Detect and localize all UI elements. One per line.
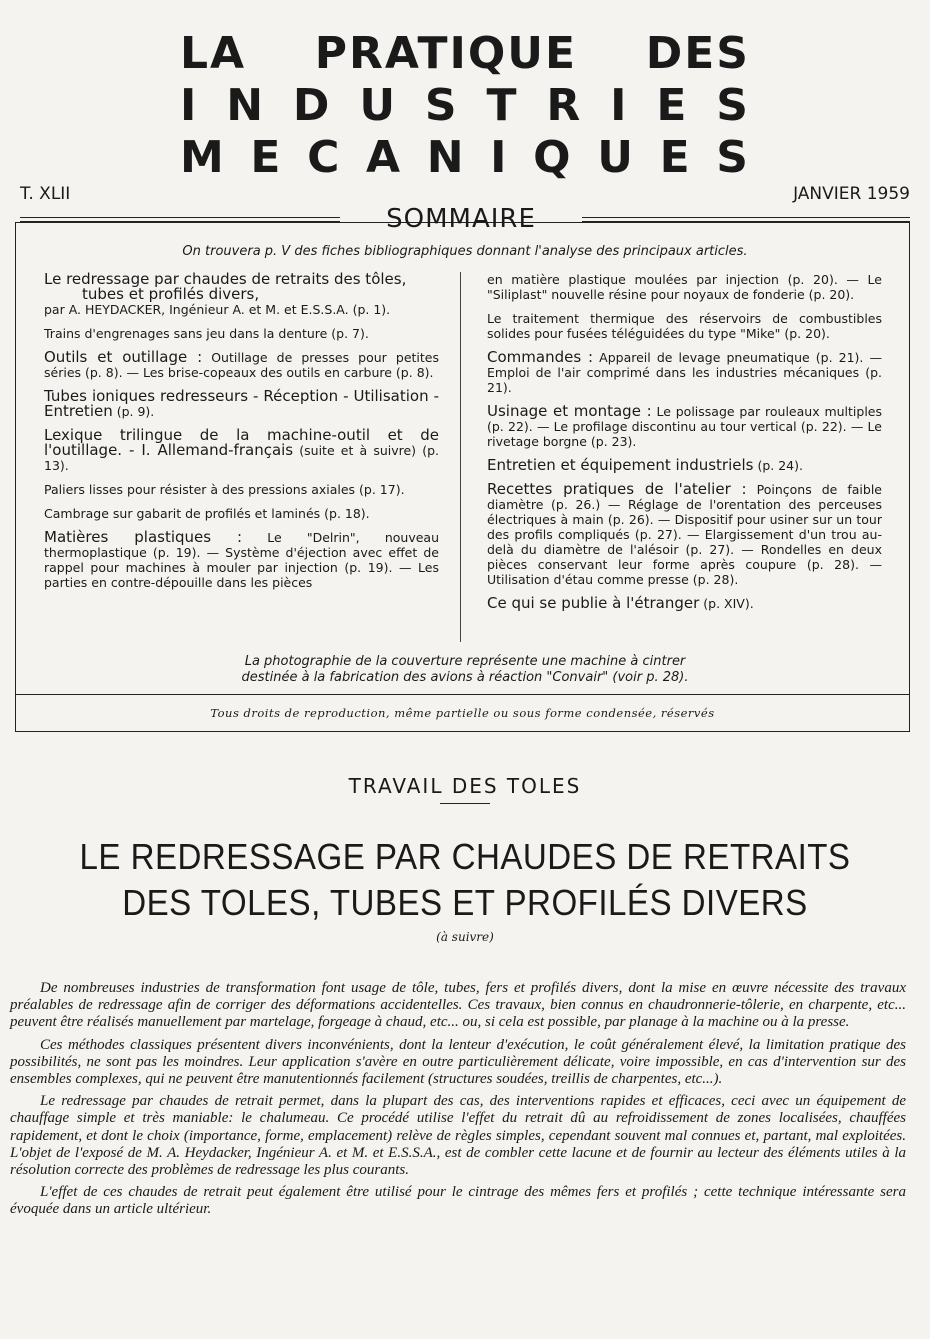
sommaire-rule-left [20,217,340,222]
toc-entry [44,506,439,521]
toc-entry-text: Le polissage par rouleaux multiples (p. 22). — Le profilage discontinu au tour vertical (p. 22). — Le rivetage borgne (p. 23). [487,404,882,449]
paragraph: Le redressage par chaudes de retrait permet, dans la plupart des cas, des interventions rapides et efficaces, ceci avec un équipement de chauffage simple et très maniable: le chalumeau. Ce procédé utilise l'effet du retrait dû au refroidissement de zones localisées, chauffées rapidement, et dont le choix (importance, forme, emplacement) relève de règles simples, cependant souvent mal connues et, partant, mal exploitées. L'objet de l'exposé de M. A. Heydacker, Ingénieur A. et M. et E.S.S.A., est de combler cette lacune et de fournir au lecteur des éléments utiles à la résolution correcte des problèmes de redressage les plus courants. [10,1093,906,1179]
paragraph: L'effet de ces chaudes de retrait peut également être utilisé pour le cintrage des mêmes fers et profilés ; cette technique intéressante sera évoquée dans un article ultérieur. [10,1184,906,1218]
sommaire-rule-right [582,217,910,222]
issue-date: JANVIER 1959 [793,184,910,204]
masthead [180,28,750,184]
toc-entry-heading: Tubes ioniques redresseurs - Réception - Utilisation - Entretien [44,387,439,420]
toc-entry-heading: Lexique trilingue de la machine-outil et de l'outillage. - I. Allemand-français [44,426,439,459]
toc-entry-text: Le "Delrin", nouveau thermoplastique (p. 19). — Système d'éjection avec effet de rappel pour machines à mouler par injection (p. 19). — Les parties en contre-dépouille dans les pièces [44,530,439,590]
toc-entry [487,404,882,449]
toc-entry-text: Appareil de levage pneumatique (p. 21). — Emploi de l'air comprimé dans les industries mécaniques (p. 21). [487,350,882,395]
toc-entry-text: (p. 9). [112,404,155,419]
masthead-word: PRATIQUE [314,28,578,79]
section-label: TRAVAIL DES TOLES [348,774,582,798]
masthead-letter: S [716,80,750,131]
toc-entry-heading: Commandes : [487,348,594,366]
article-title-line: DES TOLES, TUBES ET PROFILÉS DIVERS [122,882,808,923]
sommaire-bottom-rule [15,694,910,695]
cover-photo-note [20,654,910,686]
paragraph: Ces méthodes classiques présentent divers inconvénients, dont la lenteur d'exécution, le coût généralement élevé, la limitation pratique des possibilités, ne sont pas les moindres. Leur application s'avère en outre particulièrement délicate, voire impossible, en cas d'intervention sur des ensembles complexes, qui ne peuvent être manutentionnés facilement (structures soudées, treillis de charpentes, etc...). [10,1036,906,1088]
toc-entry-text: Poinçons de faible diamètre (p. 26.) — Réglage de l'orentation des perceuses électriques à main (p. 26). — Dispositif pour usiner sur un tour des profils compliqués (p. 27). — Elargissement d'un trou au-delà du diamètre de l'alésoir (p. 27). — Rondelles en deux pièces conservant leur forme après coupure (p. 28). — Utilisation d'étau comme presse (p. 28). [487,482,882,587]
toc-entry-subheading: tubes et profilés divers, [82,285,260,303]
article-title-line: LE REDRESSAGE PAR CHAUDES DE RETRAITS [79,836,851,877]
toc-entry-heading: Recettes pratiques de l'atelier : [487,480,747,498]
masthead-letter: E [659,132,692,183]
masthead-letter: Q [533,132,573,183]
masthead-letter: N [426,132,466,183]
masthead-word: LA [180,28,247,79]
paragraph: De nombreuses industries de transformation font usage de tôle, tubes, fers et profilés divers, dont la mise en œuvre nécessite des travaux préalables de redressage afin de corriger des déformations accidentelles. Ces travaux, bien connus en chaudronnerie-tôlerie, en charpente, etc... peuvent être réalisés manuellement par martelage, forgeage à chaud, etc... ou, si cela est possible, par planage à la machine ou à la presse. [10,980,906,1031]
toc-entry-text: Le traitement thermique des réservoirs de combustibles solides pour fusées téléguidées du type "Mike" (p. 20). [487,311,882,341]
toc-entry [487,458,882,473]
toc-entry [44,389,439,419]
continued-note: (à suivre) [436,930,494,944]
toc-entry [487,272,882,302]
masthead-letter: T [486,80,519,131]
toc-entry-heading: Usinage et montage : [487,402,652,420]
toc-entry [44,272,439,317]
masthead-letter: S [716,132,750,183]
toc-entry-text: par A. HEYDACKER, Ingénieur A. et M. et E.S.S.A. (p. 1). [44,302,391,317]
toc-entry [487,596,882,611]
sommaire-right-column [487,272,882,620]
toc-entry [44,428,439,473]
sommaire-left-column [44,272,439,599]
article-title [37,834,893,926]
masthead-letter: D [292,80,332,131]
toc-entry [44,530,439,590]
toc-entry-text: (p. 24). [753,458,803,473]
cover-note-line: destinée à la fabrication des avions à réaction "Convair" (voir p. 28). [241,670,689,685]
column-divider [460,272,461,642]
toc-entry [44,482,439,497]
toc-entry [44,350,439,380]
issue-volume: T. XLII [20,184,71,204]
toc-entry-heading: Matières plastiques : [44,528,243,546]
toc-entry-text: (p. XIV). [699,596,754,611]
masthead-line-3 [180,132,750,184]
article-body [10,980,906,1224]
masthead-letter: I [490,132,509,183]
toc-entry-text: Outillage de presses pour petites séries (p. 8). — Les brise-copeaux des outils en carbure (p. 8). [44,350,439,380]
masthead-letter: S [424,80,459,131]
masthead-word: DES [645,28,750,79]
toc-entry [487,482,882,587]
sommaire-intro: On trouvera p. V des fiches bibliographiques donnant l'analyse des principaux articles. [182,244,748,259]
masthead-line-1 [180,28,750,80]
masthead-letter: E [656,80,689,131]
toc-entry-text: Paliers lisses pour résister à des pressions axiales (p. 17). [44,482,405,497]
masthead-line-2 [180,80,750,132]
toc-entry-text: en matière plastique moulées par injection (p. 20). — Le "Siliplast" nouvelle résine pour noyaux de fonderie (p. 20). [487,272,882,302]
masthead-letter: C [307,132,342,183]
masthead-letter: I [180,80,199,131]
toc-entry-heading: Outils et outillage : [44,348,203,366]
toc-entry-text: Trains d'engrenages sans jeu dans la denture (p. 7). [44,326,369,341]
masthead-letter: U [597,132,635,183]
cover-note-line: La photographie de la couverture représente une machine à cintrer [244,654,686,669]
toc-entry-heading: Entretien et équipement industriels [487,456,754,474]
masthead-letter: I [610,80,629,131]
toc-entry-text: (suite et à suivre) (p. 13). [44,443,439,473]
masthead-letter: N [226,80,266,131]
masthead-letter: U [359,80,398,131]
masthead-letter: E [250,132,283,183]
toc-entry [487,311,882,341]
toc-entry-text: Cambrage sur gabarit de profilés et laminés (p. 18). [44,506,370,521]
masthead-letter: R [546,80,583,131]
masthead-letter: A [366,132,403,183]
toc-entry [487,350,882,395]
section-underline [440,803,490,804]
rights-notice: Tous droits de reproduction, même partielle ou sous forme condensée, réservés [210,706,715,720]
masthead-letter: M [180,132,226,183]
toc-entry-heading: Ce qui se publie à l'étranger [487,594,700,612]
sommaire-title: SOMMAIRE [386,204,536,234]
toc-entry [44,326,439,341]
toc-entry-heading: Le redressage par chaudes de retraits des tôles, [44,270,407,288]
